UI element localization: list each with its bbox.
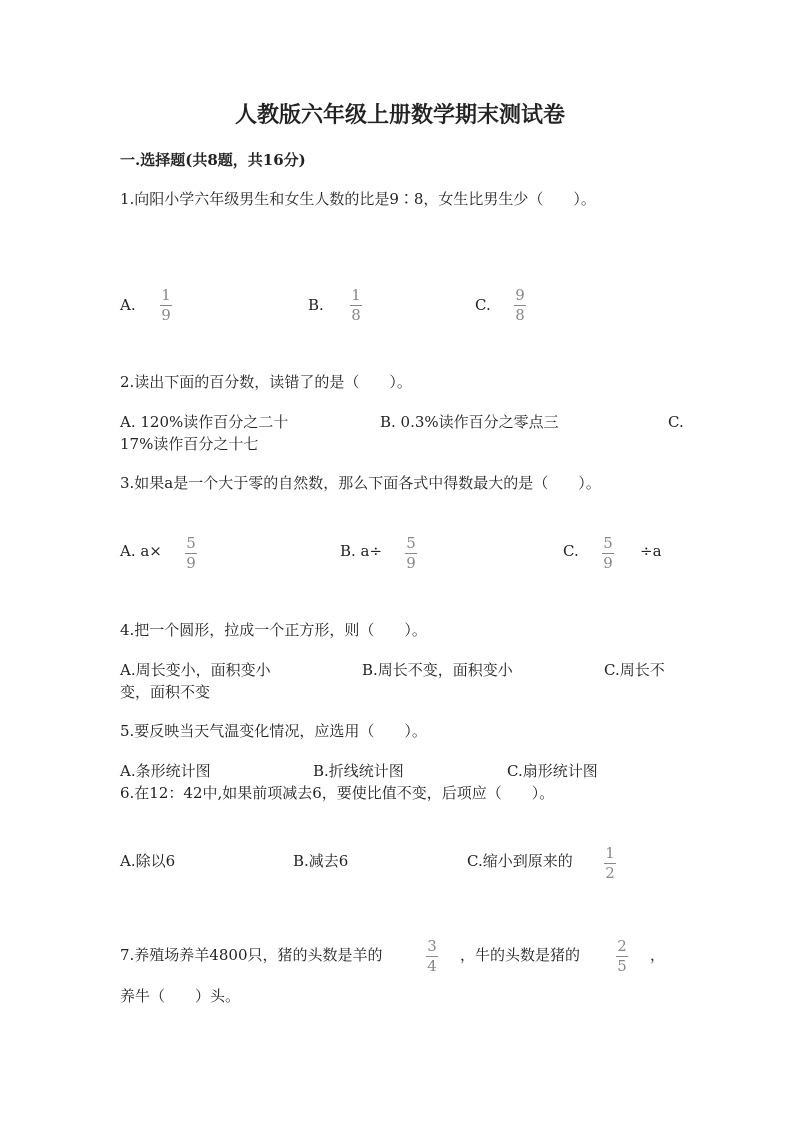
numerator: 3	[427, 937, 437, 955]
q3-option-a-label[interactable]: A. a×	[120, 542, 162, 560]
q2-option-c-text[interactable]: 17%读作百分之十七	[120, 435, 259, 453]
question-7-stem-part3: ，	[650, 946, 666, 964]
numerator: 5	[603, 534, 613, 552]
q1-option-c-fraction	[514, 288, 526, 323]
q6-option-c-fraction	[604, 846, 616, 881]
denominator: 2	[605, 864, 615, 882]
q2-option-b[interactable]: B. 0.3%读作百分之零点三	[380, 413, 559, 431]
q1-option-b-fraction	[350, 288, 362, 323]
q3-option-c-suffix: ÷a	[640, 542, 662, 560]
q1-option-a-fraction	[160, 288, 172, 323]
denominator: 9	[406, 554, 416, 572]
q3-option-b-label[interactable]: B. a÷	[340, 542, 383, 560]
q1-option-a-label[interactable]: A.	[120, 296, 136, 314]
q4-option-b[interactable]: B.周长不变，面积变小	[362, 661, 513, 679]
question-4-stem: 4.把一个圆形，拉成一个正方形，则（ ）。	[120, 621, 427, 639]
q5-option-a[interactable]: A.条形统计图	[120, 762, 211, 780]
question-7-stem-part2: ，牛的头数是猪的	[460, 946, 581, 964]
q7-fraction-2	[616, 939, 628, 974]
denominator: 9	[186, 554, 196, 572]
numerator: 5	[406, 534, 416, 552]
denominator: 9	[161, 306, 171, 324]
q2-option-c-label[interactable]: C.	[668, 413, 684, 431]
numerator: 9	[515, 286, 525, 304]
question-2-stem: 2.读出下面的百分数，读错了的是（ ）。	[120, 373, 412, 391]
denominator: 9	[603, 554, 613, 572]
numerator: 1	[161, 286, 171, 304]
q1-option-c-label[interactable]: C.	[475, 296, 491, 314]
numerator: 2	[617, 937, 627, 955]
numerator: 5	[186, 534, 196, 552]
q3-option-a-fraction	[185, 536, 197, 571]
q4-option-a[interactable]: A.周长变小，面积变小	[120, 661, 271, 679]
q5-option-c[interactable]: C.扇形统计图	[507, 762, 598, 780]
q5-option-b[interactable]: B.折线统计图	[313, 762, 404, 780]
q2-option-a[interactable]: A. 120%读作百分之二十	[120, 413, 289, 431]
question-7-stem-line2: 养牛（ ）头。	[120, 987, 241, 1005]
denominator: 8	[515, 306, 525, 324]
q4-option-c-part1[interactable]: C.周长不	[604, 661, 665, 679]
question-6-stem: 6.在12：42中,如果前项减去6，要使比值不变，后项应（ ）。	[120, 784, 555, 802]
numerator: 1	[605, 844, 615, 862]
q6-option-c[interactable]: C.缩小到原来的	[467, 852, 573, 870]
section-heading: 一.选择题(共8题，共16分)	[120, 151, 306, 169]
denominator: 5	[617, 957, 627, 975]
q1-option-b-label[interactable]: B.	[308, 296, 324, 314]
q3-option-c-fraction	[602, 536, 614, 571]
q4-option-c-part2[interactable]: 变，面积不变	[120, 683, 211, 701]
q6-option-a[interactable]: A.除以6	[120, 852, 176, 870]
q3-option-b-fraction	[405, 536, 417, 571]
question-7-stem-part1: 7.养殖场养羊4800只，猪的头数是羊的	[120, 946, 383, 964]
question-5-stem: 5.要反映当天气温变化情况，应选用（ ）。	[120, 722, 427, 740]
q7-fraction-1	[426, 939, 438, 974]
denominator: 8	[351, 306, 361, 324]
question-1-stem: 1.向阳小学六年级男生和女生人数的比是9∶8，女生比男生少（ ）。	[120, 190, 596, 208]
q3-option-c-label[interactable]: C.	[563, 542, 579, 560]
numerator: 1	[351, 286, 361, 304]
denominator: 4	[427, 957, 437, 975]
q6-option-b[interactable]: B.减去6	[293, 852, 349, 870]
question-3-stem: 3.如果a是一个大于零的自然数，那么下面各式中得数最大的是（ ）。	[120, 474, 601, 492]
page-title: 人教版六年级上册数学期末测试卷	[234, 102, 565, 128]
